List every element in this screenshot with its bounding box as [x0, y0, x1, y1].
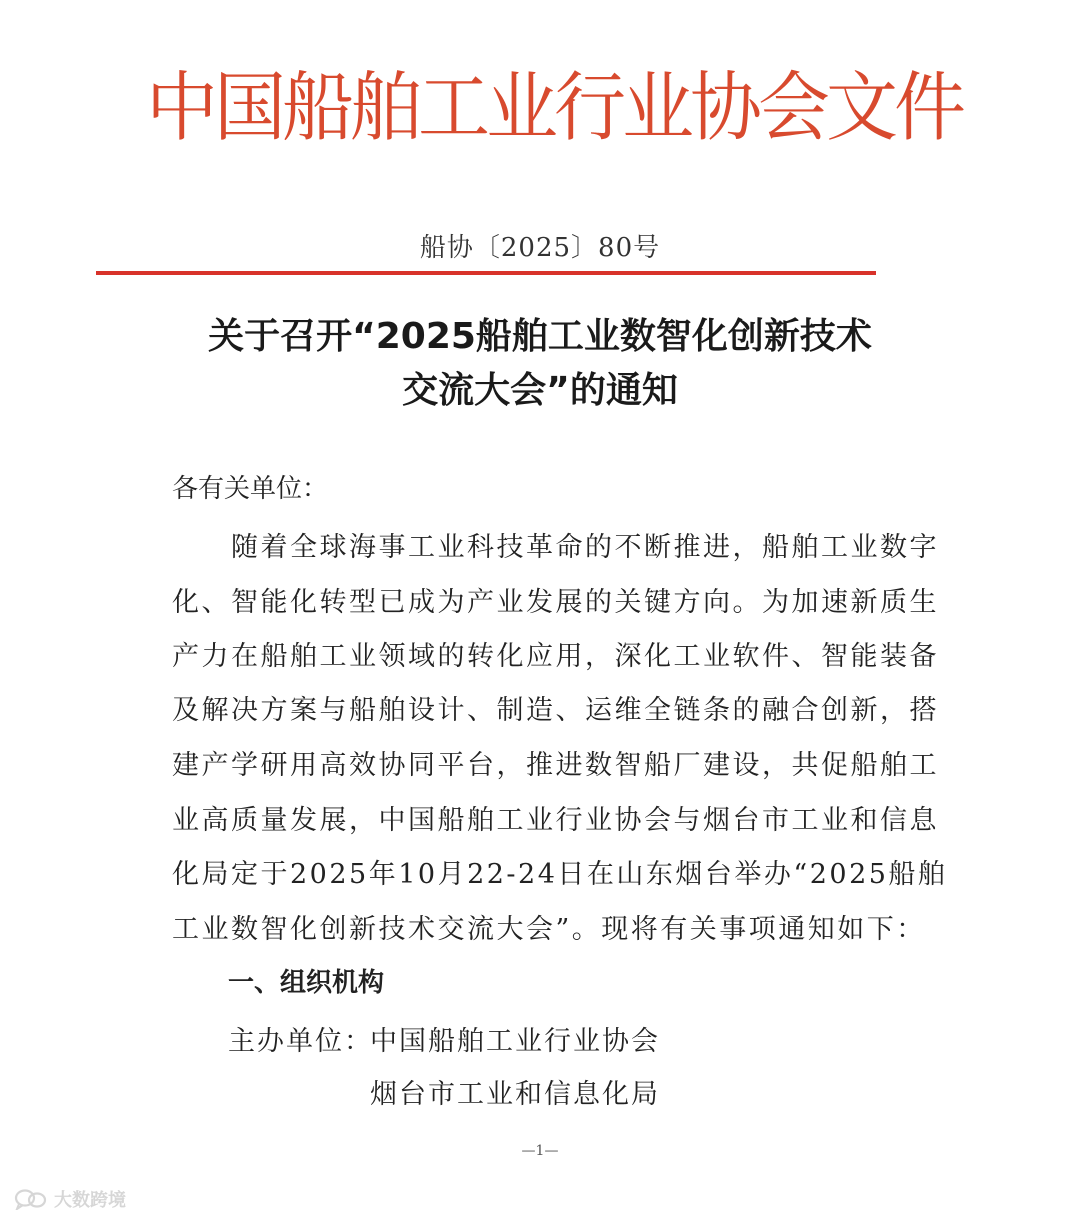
red-divider: [96, 271, 876, 275]
page-number: —1—: [521, 1143, 559, 1159]
body-line: 及解决方案与船舶设计、制造、运维全链条的融合创新，搭: [172, 695, 939, 726]
host-organization: 烟台市工业和信息化局: [370, 1079, 660, 1110]
host-organization: 中国船舶工业行业协会: [370, 1026, 660, 1057]
notice-title-line-2: 交流大会”的通知: [402, 370, 678, 411]
watermark-text: 大数跨境: [54, 1190, 126, 1211]
notice-title-line-1: 关于召开“2025船舶工业数智化创新技术: [208, 316, 872, 357]
section-heading-organization: 一、组织机构: [228, 968, 385, 998]
body-line: 化局定于2025年10月22-24日在山东烟台举办“2025船舶: [172, 859, 948, 890]
body-line: 工业数智化创新技术交流大会”。现将有关事项通知如下：: [172, 914, 926, 945]
body-line: 随着全球海事工业科技革命的不断推进，船舶工业数字: [172, 532, 939, 563]
body-line: 业高质量发展，中国船舶工业行业协会与烟台市工业和信息: [172, 805, 939, 836]
notice-title: [150, 310, 930, 418]
watermark: [14, 1186, 126, 1212]
document-number: 船协〔2025〕80号: [419, 233, 661, 263]
body-line: 建产学研用高效协同平台，推进数智船厂建设，共促船舶工: [172, 750, 939, 781]
chat-bubbles-icon: [14, 1188, 48, 1210]
body-line: 产力在船舶工业领域的转化应用，深化工业软件、智能装备: [172, 641, 939, 672]
salutation: 各有关单位：: [172, 474, 329, 504]
masthead-title: 中国船舶工业行业协会文件: [146, 63, 963, 152]
host-label: 主办单位：: [228, 1026, 373, 1057]
body-line: 化、智能化转型已成为产业发展的关键方向。为加速新质生: [172, 587, 939, 618]
